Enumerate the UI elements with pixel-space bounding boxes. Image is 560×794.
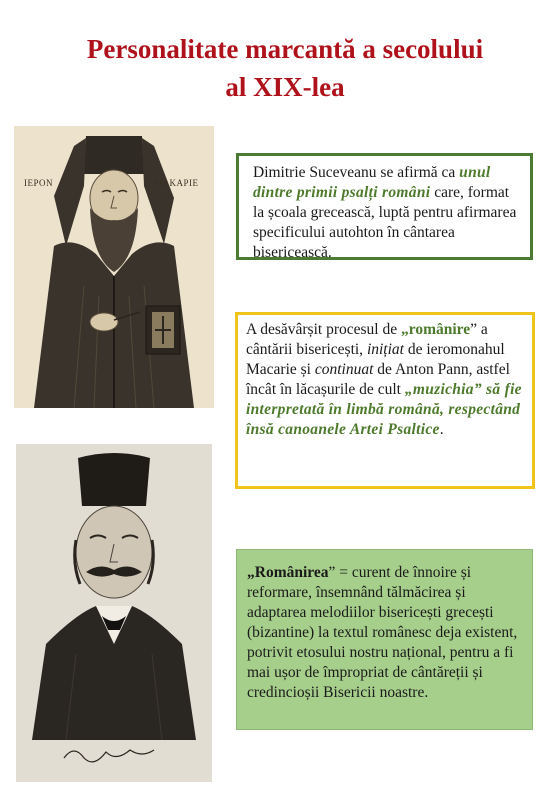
portrait-label-right: ΜΑΚΑΡΙΕ xyxy=(154,178,199,188)
box2-text-5: . xyxy=(439,421,444,438)
box3-definition: ” = curent de înnoire și reformare, însemnând tălmăcirea și adaptarea melodiilor bisericești grecești (bizantine) la textul românesc deja existent, potrivit etosului nostru național, pentru a fi mai ușor de împropriat de cântăreții și credincioșii Bisericii noastre. xyxy=(247,564,518,701)
info-box-romanirea-definition xyxy=(236,549,533,730)
box1-text-2: care, format la școala grecească, luptă pentru afirmarea specificului autohton în cântarea bisericească. xyxy=(253,184,517,261)
portrait-anton-pann xyxy=(16,444,212,782)
title-line-1: Personalitate marcantă a secolului xyxy=(86,34,484,64)
box2-highlight: „muzichia” să fie interpretată în limbă română, respectând însă canoanele Artei Psaltice xyxy=(246,381,522,438)
portrait-anton-pann-drawing xyxy=(16,444,212,782)
box2-text-3: de ieromonahul Macarie și xyxy=(246,341,505,378)
title-line-2: al XIX-lea xyxy=(225,72,345,102)
page-title xyxy=(30,30,540,106)
portrait-macarie-drawing xyxy=(14,126,214,408)
box2-continuat: continuat xyxy=(314,361,374,378)
box2-text-2: ” a cântării bisericești, xyxy=(246,321,488,358)
info-box-suceveanu xyxy=(236,153,533,260)
box1-text-1: Dimitrie Suceveanu se afirmă ca xyxy=(253,164,460,181)
portrait-label-left: ΙΕΡΟΝ xyxy=(24,178,53,188)
box1-highlight: unul dintre primii psalți români xyxy=(253,164,491,201)
box2-text-1: A desăvârșit procesul de xyxy=(246,321,401,338)
box2-romanire: „românire xyxy=(400,321,471,338)
box2-text-4: de Anton Pann, astfel încât în lăcașurile de cult xyxy=(246,361,510,398)
portrait-macarie xyxy=(14,126,214,408)
box3-term: „Românirea xyxy=(247,564,329,581)
box2-initiat: inițiat xyxy=(366,341,404,358)
info-box-romanire-process xyxy=(235,312,535,489)
